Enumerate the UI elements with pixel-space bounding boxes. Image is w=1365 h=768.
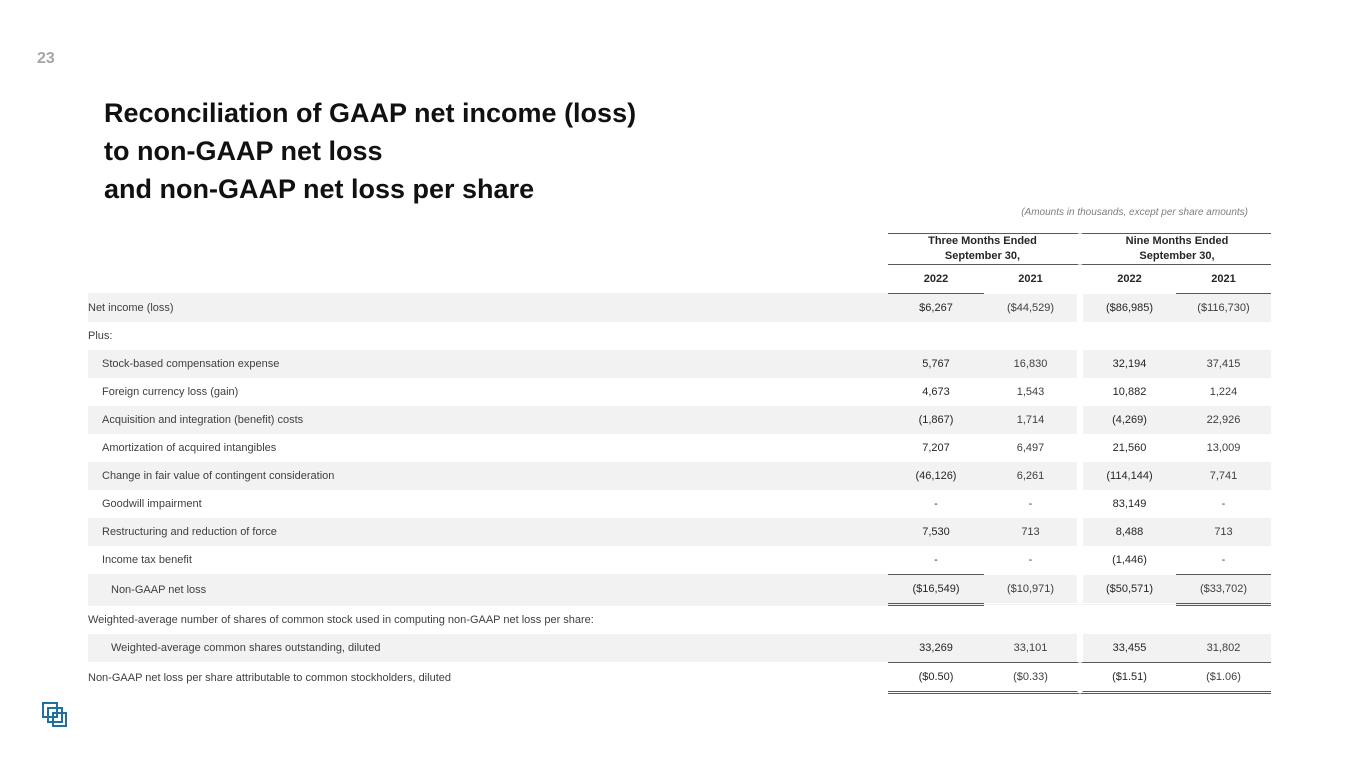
- cell-value: ($16,549): [888, 574, 984, 606]
- cell-value: 33,455: [1080, 634, 1176, 662]
- row-label: Weighted-average common shares outstanding, diluted: [88, 634, 888, 662]
- cell-value: 713: [1176, 518, 1271, 546]
- table-row: [88, 490, 1271, 518]
- cell-value: [1080, 322, 1176, 350]
- title-line-1: Reconciliation of GAAP net income (loss): [104, 98, 637, 128]
- table-row: [88, 634, 1271, 662]
- row-label: Non-GAAP net loss: [88, 574, 888, 606]
- cell-value: ($50,571): [1080, 574, 1176, 606]
- cell-value: (1,446): [1080, 546, 1176, 574]
- page-number: 23: [37, 50, 55, 67]
- reconciliation-table: [88, 233, 1271, 694]
- row-label: Weighted-average number of shares of common stock used in computing non-GAAP net loss per share:: [88, 614, 594, 626]
- cell-value: ($10,971): [984, 574, 1080, 606]
- table-row: [88, 350, 1271, 378]
- cell-value: -: [984, 490, 1080, 518]
- cell-value: 1,714: [984, 406, 1080, 434]
- cell-value: 6,261: [984, 462, 1080, 490]
- page-title: [104, 94, 804, 208]
- cell-value: ($1.06): [1176, 662, 1271, 694]
- row-label: Acquisition and integration (benefit) costs: [88, 406, 888, 434]
- cell-value: 7,530: [888, 518, 984, 546]
- table-row: [88, 293, 1271, 322]
- cell-value: -: [1221, 554, 1226, 566]
- row-label: Stock-based compensation expense: [88, 350, 888, 378]
- cell-value: 6,497: [984, 434, 1080, 462]
- table-row: [88, 518, 1271, 546]
- cell-value: ($44,529): [984, 293, 1080, 322]
- amounts-note: (Amounts in thousands, except per share amounts): [1021, 207, 1248, 218]
- cell-value: 13,009: [1206, 442, 1241, 454]
- row-label: Non-GAAP net loss per share attributable to common stockholders, diluted: [88, 672, 451, 684]
- row-label: Goodwill impairment: [102, 498, 202, 510]
- cell-value: (4,269): [1080, 406, 1176, 434]
- cell-value: 1,543: [984, 378, 1080, 406]
- cell-value: ($0.50): [888, 662, 984, 694]
- cell-value: [1176, 322, 1271, 350]
- cell-value: 22,926: [1176, 406, 1271, 434]
- table-row-eps: [88, 662, 1271, 694]
- row-label: Foreign currency loss (gain): [102, 386, 239, 398]
- year-header: 2022: [923, 273, 949, 285]
- table-row: [88, 378, 1271, 406]
- three-months-header: [888, 233, 1080, 265]
- group-header-row: [88, 233, 1271, 265]
- cell-value: 32,194: [1080, 350, 1176, 378]
- cell-value: 83,149: [1080, 490, 1176, 518]
- year-header: 2021: [1211, 273, 1236, 285]
- cell-value: 4,673: [922, 386, 950, 398]
- cell-value: 10,882: [1080, 378, 1176, 406]
- cell-value: -: [984, 546, 1080, 574]
- cell-value: 21,560: [1080, 434, 1176, 462]
- table-row: [88, 406, 1271, 434]
- cell-value: [888, 322, 984, 350]
- year-header: 2022: [1080, 265, 1176, 293]
- logo-squares-icon: [42, 702, 68, 728]
- cell-value: (1,867): [888, 406, 984, 434]
- cell-value: 31,802: [1176, 634, 1271, 662]
- cell-value: ($1.51): [1080, 662, 1176, 694]
- cell-value: $6,267: [888, 293, 984, 322]
- cell-value: 16,830: [984, 350, 1080, 378]
- title-line-3: and non-GAAP net loss per share: [104, 174, 535, 204]
- year-header: 2021: [984, 265, 1080, 293]
- cell-value: [984, 322, 1080, 350]
- nine-months-header-text: Nine Months Ended September 30,: [1125, 235, 1229, 262]
- cell-value: 5,767: [888, 350, 984, 378]
- table-row: [88, 462, 1271, 490]
- cell-value: -: [1221, 498, 1226, 510]
- row-label: Net income (loss): [88, 293, 888, 322]
- cell-value: -: [934, 498, 938, 510]
- table-row: [88, 546, 1271, 574]
- cell-value: 37,415: [1176, 350, 1271, 378]
- cell-value: 7,207: [922, 442, 950, 454]
- table-row-total: [88, 574, 1271, 606]
- cell-value: ($86,985): [1080, 293, 1176, 322]
- cell-value: ($116,730): [1176, 293, 1271, 322]
- cell-value: -: [934, 554, 938, 566]
- table-row: [88, 606, 1271, 634]
- cell-value: 33,101: [984, 634, 1080, 662]
- nine-months-header: [1080, 233, 1271, 265]
- row-label: Restructuring and reduction of force: [88, 518, 888, 546]
- row-label: Plus:: [88, 330, 113, 342]
- cell-value: 713: [984, 518, 1080, 546]
- year-header-row: [88, 265, 1271, 293]
- title-line-2: to non-GAAP net loss: [104, 136, 383, 166]
- row-label: Income tax benefit: [102, 554, 192, 566]
- row-label: Amortization of acquired intangibles: [102, 442, 277, 454]
- cell-value: ($0.33): [984, 662, 1080, 694]
- three-months-header-text: Three Months Ended September 30,: [928, 235, 1037, 262]
- cell-value: 8,488: [1080, 518, 1176, 546]
- table-row: [88, 322, 1271, 350]
- cell-value: 33,269: [888, 634, 984, 662]
- table-row: [88, 434, 1271, 462]
- cell-value: 1,224: [1209, 386, 1238, 398]
- cell-value: 7,741: [1176, 462, 1271, 490]
- cell-value: ($33,702): [1176, 574, 1271, 606]
- row-label: Change in fair value of contingent consideration: [88, 462, 888, 490]
- cell-value: (114,144): [1080, 462, 1176, 490]
- cell-value: (46,126): [888, 462, 984, 490]
